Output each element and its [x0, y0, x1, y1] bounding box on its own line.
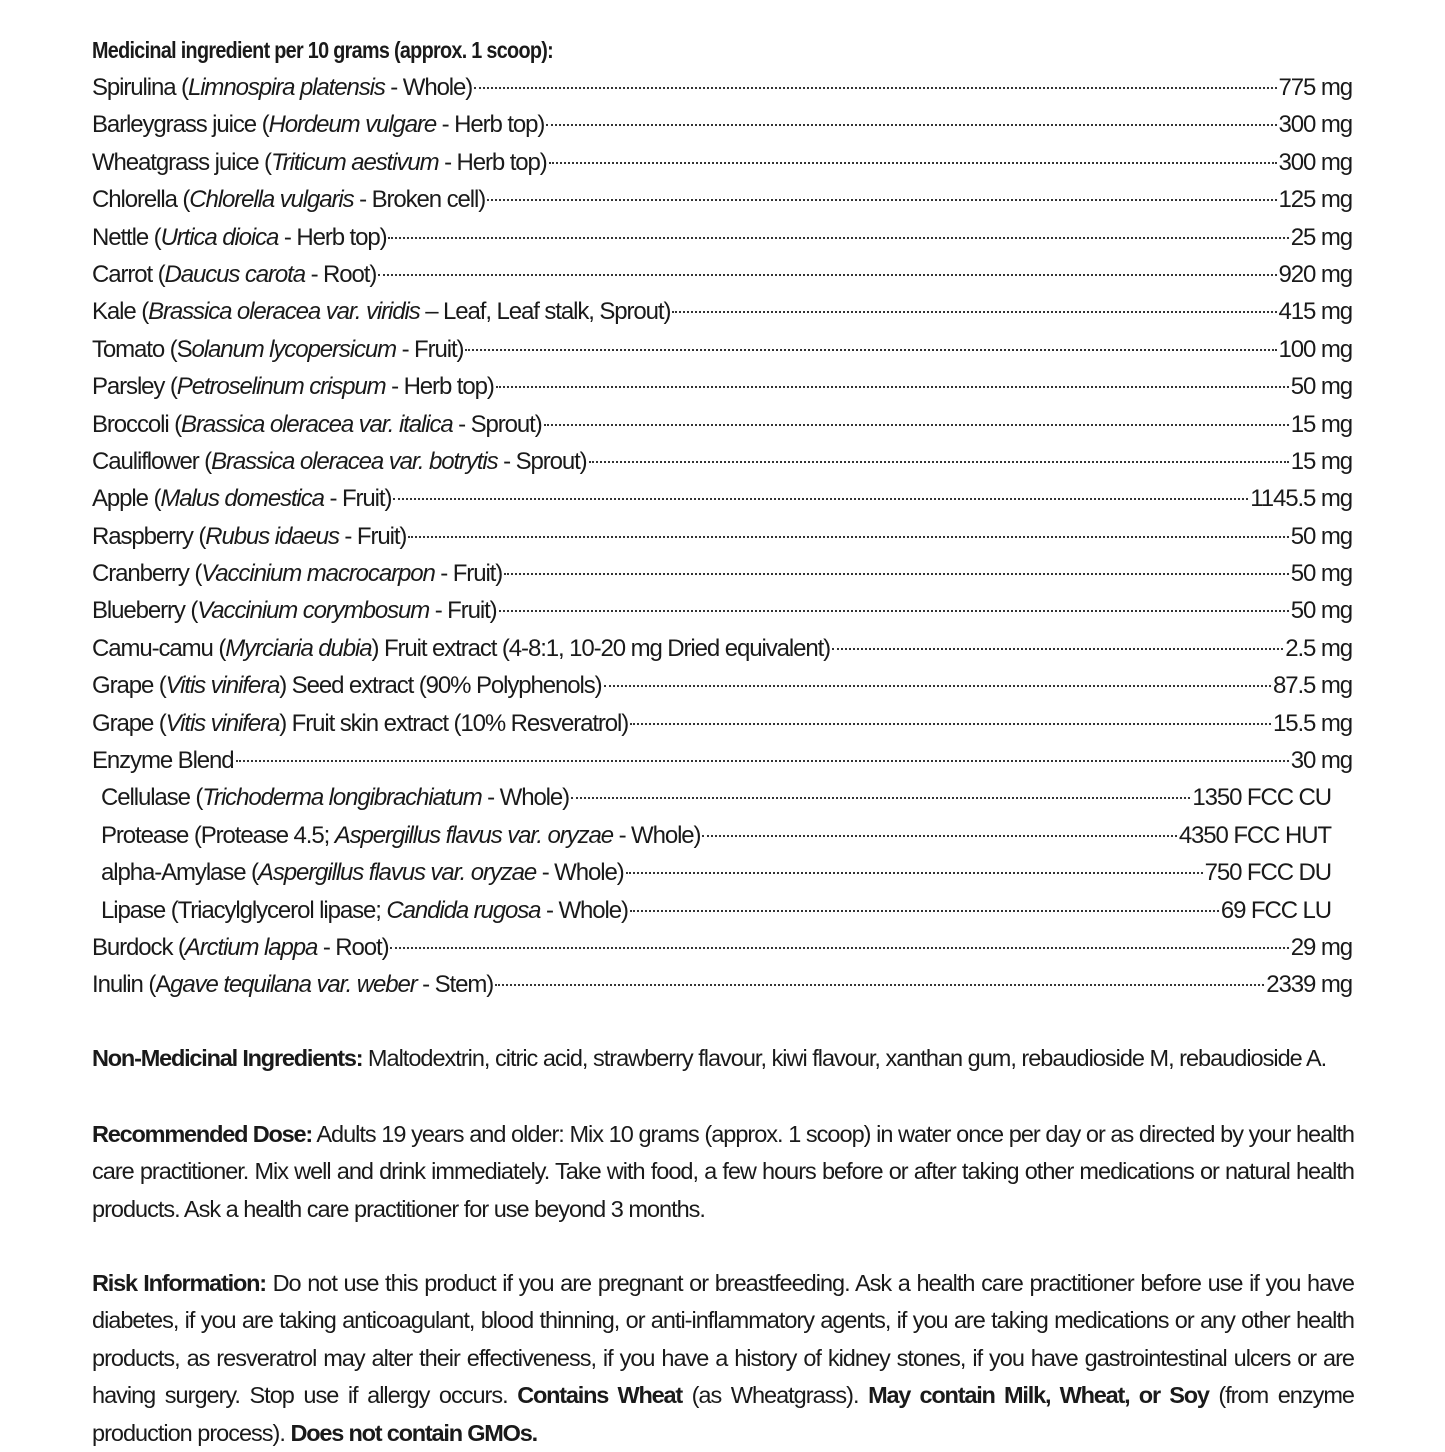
- ingredient-part: - Whole): [384, 74, 473, 101]
- ingredient-part: - Herb top): [436, 111, 545, 139]
- ingredient-row: [92, 181, 1352, 218]
- risk-bold-no-gmos: Does not contain GMOs.: [290, 1419, 537, 1446]
- ingredient-amount: 69 FCC LU: [1220, 896, 1331, 924]
- ingredient-common-name: Cranberry (: [92, 560, 202, 588]
- ingredient-latin-name: Aspergillus flavus var. oryzae: [334, 821, 613, 849]
- dot-leader: [487, 199, 1276, 201]
- ingredient-amount: 300 mg: [1278, 148, 1352, 176]
- ingredient-name: [92, 518, 406, 555]
- ingredient-part: ) Fruit skin extract (10% Resveratrol): [279, 709, 629, 737]
- dot-leader: [832, 648, 1283, 650]
- ingredient-common-name: Broccoli (: [92, 410, 182, 438]
- ingredient-name: [92, 69, 472, 106]
- ingredient-part: - Fruit): [396, 335, 464, 363]
- ingredient-amount: 1350 FCC CU: [1192, 784, 1331, 812]
- ingredient-latin-name: Vitis vinifera: [165, 672, 280, 700]
- ingredient-part: - Fruit): [323, 485, 392, 513]
- ingredient-latin-name: Aspergillus flavus var. oryzae: [257, 859, 537, 887]
- ingredient-latin-name: Rubus idaeus: [205, 522, 339, 550]
- ingredient-part: - Whole): [536, 859, 624, 887]
- risk-text-2: (as Wheatgrass).: [682, 1382, 869, 1409]
- ingredient-latin-name: Vitis vinifera: [165, 709, 280, 737]
- ingredient-latin-name: Vaccinium corymbosum: [197, 597, 430, 625]
- ingredient-name: [92, 630, 830, 667]
- ingredient-amount: 2339 mg: [1266, 971, 1352, 999]
- ingredient-row: [92, 592, 1352, 629]
- ingredient-row: [92, 667, 1352, 704]
- dot-leader: [390, 947, 1288, 949]
- ingredient-name: [101, 892, 628, 929]
- ingredient-row: [92, 480, 1352, 517]
- ingredient-row: [92, 705, 1352, 742]
- dot-leader: [630, 723, 1271, 725]
- ingredient-common-name: Grape (: [92, 672, 166, 700]
- ingredient-part: – Leaf, Leaf stalk, Sprout): [419, 298, 671, 326]
- ingredient-name: [92, 966, 493, 1003]
- ingredient-name: [92, 742, 234, 779]
- ingredient-amount: 30 mg: [1290, 747, 1352, 775]
- ingredient-amount: 29 mg: [1290, 933, 1352, 961]
- ingredient-name: [92, 705, 628, 742]
- ingredient-common-name: Burdock (: [92, 933, 185, 961]
- ingredient-common-name: Carrot (: [92, 260, 165, 288]
- ingredient-latin-name: Brassica oleracea var. italica: [181, 410, 453, 438]
- dot-leader: [626, 872, 1203, 874]
- ingredient-name: [92, 293, 670, 330]
- ingredient-row: [92, 555, 1352, 592]
- ingredient-latin-name: Brassica oleracea var. botrytis: [211, 447, 498, 475]
- dose-label: Recommended Dose:: [92, 1121, 312, 1147]
- ingredient-common-name: Cauliflower (: [92, 447, 212, 475]
- ingredient-amount: 100 mg: [1278, 335, 1352, 363]
- ingredient-part: - Broken cell): [353, 186, 486, 214]
- ingredient-latin-name: olanum lycopersicum: [191, 335, 397, 363]
- dot-leader: [589, 461, 1289, 463]
- ingredient-common-name: Chlorella (: [92, 186, 190, 214]
- dot-leader: [378, 274, 1276, 276]
- non-medicinal-text: Maltodextrin, citric acid, strawberry flavour, kiwi flavour, xanthan gum, rebaudioside M, rebaudioside A.: [362, 1045, 1327, 1071]
- ingredient-common-name: Protease (Protease 4.5;: [101, 821, 335, 849]
- ingredient-amount: 125 mg: [1278, 186, 1352, 214]
- ingredient-latin-name: Chlorella vulgaris: [189, 186, 354, 214]
- dot-leader: [236, 760, 1289, 762]
- ingredient-latin-name: Trichoderma longibrachiatum: [202, 784, 482, 812]
- ingredient-part: - Sprout): [452, 410, 542, 438]
- ingredient-row: [92, 256, 1352, 293]
- dot-leader: [408, 536, 1289, 538]
- ingredient-row: [92, 406, 1352, 443]
- ingredient-common-name: Tomato (S: [92, 335, 192, 363]
- ingredient-common-name: Parsley (: [92, 373, 177, 401]
- ingredient-common-name: Cellulase (: [101, 784, 203, 812]
- ingredient-latin-name: Limnospira platensis: [187, 74, 385, 101]
- non-medicinal-label: Non-Medicinal Ingredients:: [92, 1045, 363, 1071]
- risk-bold-may-contain: May contain Milk, Wheat, or Soy: [868, 1382, 1209, 1409]
- ingredient-amount: 50 mg: [1290, 373, 1352, 401]
- ingredient-row: [92, 144, 1352, 181]
- ingredient-part: - Whole): [613, 821, 701, 849]
- ingredient-common-name: Grape (: [92, 709, 166, 737]
- ingredient-common-name: Kale (: [92, 298, 149, 326]
- ingredient-row: [92, 293, 1352, 330]
- dot-leader: [702, 835, 1176, 837]
- ingredient-amount: 920 mg: [1278, 260, 1352, 288]
- ingredient-row: [92, 779, 1352, 816]
- ingredient-common-name: Camu-camu (: [92, 634, 226, 662]
- ingredient-row: [92, 443, 1352, 480]
- ingredient-common-name: Nettle (: [92, 223, 161, 251]
- medicinal-heading: Medicinal ingredient per 10 grams (approx. 1 scoop):: [92, 37, 554, 63]
- dot-leader: [499, 610, 1289, 612]
- medicinal-ingredients-section: [92, 32, 1352, 1004]
- ingredient-part: - Fruit): [434, 560, 503, 588]
- ingredient-common-name: Apple (: [92, 485, 161, 513]
- risk-text-1: Do not use this product if you are pregnant or breastfeeding. Ask a health care practitioner before use if you have diabetes, if you are taking anticoagulant, blood thinning, or anti-inflammatory agents, if you are taking medications or any other health products, as resveratrol may alter their effectiveness, if you have a history of kidney stones, if you have gastrointestinal ulcers or are having surgery. Stop use if allergy occurs.: [92, 1270, 1354, 1409]
- dot-leader: [549, 162, 1277, 164]
- ingredient-row: [92, 331, 1352, 368]
- ingredient-name: [92, 443, 587, 480]
- ingredient-amount: 50 mg: [1290, 522, 1352, 550]
- ingredient-part: - Herb top): [278, 223, 387, 251]
- dot-leader: [546, 124, 1276, 126]
- ingredient-amount: 300 mg: [1278, 111, 1352, 139]
- ingredient-amount: 2.5 mg: [1285, 634, 1352, 662]
- dot-leader: [465, 349, 1276, 351]
- ingredient-name: [92, 480, 391, 517]
- ingredient-latin-name: gave tequilana var. weber: [170, 971, 417, 999]
- ingredient-amount: 50 mg: [1290, 560, 1352, 588]
- dot-leader: [544, 424, 1289, 426]
- ingredient-common-name: Enzyme Blend: [92, 747, 234, 775]
- ingredient-amount: 50 mg: [1290, 597, 1352, 625]
- ingredient-name: [92, 219, 386, 256]
- ingredient-latin-name: Brassica oleracea var. viridis: [148, 298, 420, 326]
- risk-label: Risk Information:: [92, 1270, 266, 1296]
- recommended-dose: [92, 1116, 1354, 1228]
- ingredient-name: [101, 779, 569, 816]
- dot-leader: [504, 573, 1289, 575]
- ingredient-latin-name: Vaccinium macrocarpon: [201, 560, 435, 588]
- ingredient-part: - Herb top): [385, 373, 494, 401]
- ingredient-name: [92, 181, 485, 218]
- dot-leader: [571, 797, 1190, 799]
- ingredient-row: [92, 69, 1352, 106]
- ingredient-name: [92, 929, 388, 966]
- ingredient-row: [92, 854, 1352, 891]
- ingredient-amount: 775 mg: [1278, 74, 1352, 101]
- ingredient-common-name: Blueberry (: [92, 597, 198, 625]
- dot-leader: [672, 311, 1276, 313]
- ingredient-name: [92, 106, 544, 143]
- ingredient-part: ) Fruit extract (4-8:1, 10-20 mg Dried equivalent): [371, 634, 831, 662]
- ingredient-part: - Herb top): [438, 148, 547, 176]
- dot-leader: [393, 498, 1248, 500]
- ingredient-amount: 15.5 mg: [1272, 709, 1352, 737]
- dot-leader: [604, 685, 1271, 687]
- ingredient-name: [101, 817, 700, 854]
- risk-bold-contains-wheat: Contains Wheat: [517, 1382, 683, 1409]
- ingredient-name: [92, 368, 494, 405]
- ingredient-common-name: Wheatgrass juice (: [92, 148, 271, 176]
- ingredient-common-name: Spirulina (: [92, 74, 188, 101]
- ingredient-name: [92, 555, 502, 592]
- ingredient-amount: 415 mg: [1278, 298, 1352, 326]
- dot-leader: [388, 237, 1288, 239]
- ingredient-row: [92, 817, 1352, 854]
- ingredient-common-name: Barleygrass juice (: [92, 111, 269, 139]
- non-medicinal-ingredients: [92, 1040, 1354, 1077]
- ingredient-row: [92, 368, 1352, 405]
- ingredient-latin-name: Myrciaria dubia: [225, 634, 372, 662]
- ingredient-amount: 4350 FCC HUT: [1178, 821, 1331, 849]
- ingredient-part: - Whole): [481, 784, 570, 812]
- risk-information: [92, 1265, 1354, 1452]
- ingredient-name: [101, 854, 624, 891]
- ingredient-name: [92, 406, 542, 443]
- ingredient-amount: 25 mg: [1290, 223, 1352, 251]
- ingredient-part: - Fruit): [429, 597, 497, 625]
- ingredient-row: [92, 518, 1352, 555]
- dose-text: Adults 19 years and older: Mix 10 grams (approx. 1 scoop) in water once per day or as directed by your health care practitioner. Mix well and drink immediately. Take with food, a few hours before or after taking other medications or natural health products. Ask a health care practitioner for use beyond 3 months.: [92, 1121, 1354, 1222]
- dot-leader: [630, 910, 1219, 912]
- ingredient-part: - Fruit): [338, 522, 407, 550]
- ingredient-part: ) Seed extract (90% Polyphenols): [279, 672, 602, 700]
- ingredient-common-name: Inulin (A: [92, 971, 171, 999]
- ingredient-latin-name: Malus domestica: [160, 485, 324, 513]
- ingredient-part: - Root): [317, 933, 389, 961]
- ingredient-name: [92, 144, 547, 181]
- ingredient-row: [92, 892, 1352, 929]
- ingredient-latin-name: Urtica dioica: [160, 223, 279, 251]
- ingredient-latin-name: Petroselinum crispum: [176, 373, 386, 401]
- ingredient-latin-name: Daucus carota: [164, 260, 305, 288]
- ingredient-amount: 15 mg: [1290, 447, 1352, 475]
- dot-leader: [495, 984, 1264, 986]
- ingredient-amount: 15 mg: [1290, 410, 1352, 438]
- ingredient-amount: 1145.5 mg: [1250, 485, 1352, 513]
- dot-leader: [496, 386, 1289, 388]
- ingredient-row: [92, 742, 1352, 779]
- ingredient-name: [92, 592, 497, 629]
- ingredient-latin-name: Candida rugosa: [386, 896, 541, 924]
- ingredient-name: [92, 256, 376, 293]
- ingredient-common-name: Raspberry (: [92, 522, 206, 550]
- ingredient-part: - Stem): [416, 971, 494, 999]
- risk-text-3: (from enzyme production process).: [92, 1382, 1354, 1446]
- ingredient-amount: 87.5 mg: [1272, 672, 1352, 700]
- ingredient-name: [92, 667, 602, 704]
- ingredient-latin-name: Hordeum vulgare: [268, 111, 437, 139]
- ingredient-part: - Root): [305, 260, 377, 288]
- ingredient-row: [92, 630, 1352, 667]
- ingredient-part: - Sprout): [497, 447, 587, 475]
- ingredient-amount: 750 FCC DU: [1204, 859, 1331, 887]
- ingredient-common-name: alpha-Amylase (: [101, 859, 258, 887]
- ingredient-row: [92, 966, 1352, 1003]
- ingredient-row: [92, 929, 1352, 966]
- ingredient-common-name: Lipase (Triacylglycerol lipase;: [101, 896, 387, 924]
- ingredient-name: [92, 331, 463, 368]
- ingredient-row: [92, 106, 1352, 143]
- dot-leader: [474, 87, 1276, 89]
- ingredient-row: [92, 219, 1352, 256]
- ingredient-latin-name: Triticum aestivum: [270, 148, 439, 176]
- ingredient-list: [92, 69, 1352, 1004]
- ingredient-latin-name: Arctium lappa: [184, 933, 318, 961]
- ingredient-part: - Whole): [540, 896, 628, 924]
